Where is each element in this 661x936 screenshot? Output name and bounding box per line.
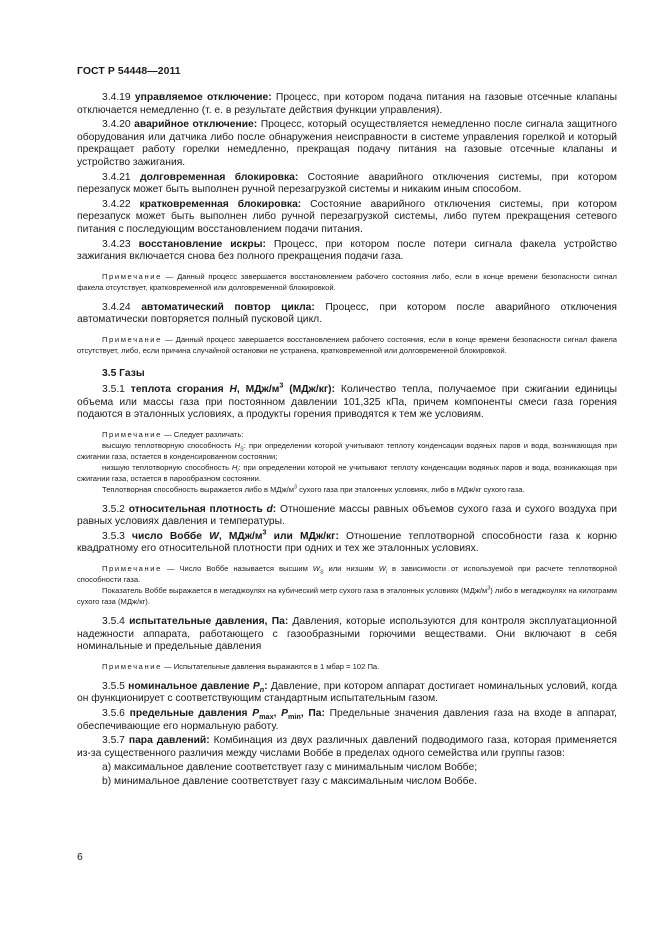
clause-term: пара давлений: (128, 735, 210, 747)
clause-term: восстановление искры: (138, 238, 266, 250)
clause-3-5-4 (77, 616, 617, 654)
note-label: Примечание (102, 429, 162, 439)
note-label: Примечание (102, 334, 162, 344)
clause-text: Комбинация из двух различных давлений подводимого газа, которая применяется из-за существенного различия между числами Воббе в пределах одного семейства или группы газов: (77, 735, 617, 759)
clause-number: 3.4.24 (102, 301, 131, 313)
clause-number: 3.5.1 (102, 383, 125, 395)
clause-3-4-23 (77, 239, 617, 264)
note-text: Данный процесс завершается восстановлением рабочего состояния либо, если в конце времени безопасности сигнал факела отсутствует, кратковременной или долговременной блокировкой. (77, 271, 617, 292)
clause-term: управляемое отключение: (134, 92, 272, 103)
clause-number: 3.5.2 (102, 503, 125, 515)
clause-term: аварийное отключение: (134, 119, 258, 131)
clause-number: 3.4.20 (102, 119, 131, 131)
clause-term: автоматический повтор цикла: (141, 301, 315, 313)
clause-number: 3.4.21 (102, 171, 131, 183)
clause-term: номинальное давление $P_n$: (128, 680, 268, 694)
document-body (77, 92, 617, 790)
clause-number: 3.5.5 (102, 680, 125, 692)
clause-text: Процесс, при котором после аварийного отключения автоматически повторяется полный пусковой цикл. (77, 301, 617, 326)
list-item: b) минимальное давление соответствует газу с максимальным числом Воббе. (102, 776, 478, 787)
clause-text: Количество тепла, получаемое при сжигании единицы объема или массы газа при постоянном давлении 101,325 кПа, причем компоненты смеси газа горения подаются в эталонных условиях, а продукты горения приводятся к тем же условиям. (77, 383, 617, 421)
clause-3-4-20 (77, 119, 617, 169)
note-text: Испытательные давления выражаются в 1 мбар = 102 Па. (173, 661, 380, 671)
clause-term: испытательные давления, Па: (129, 616, 289, 628)
note-lower-value: низшую теплотворную способность $H_i$: при определении которой не учитывают теплоту конденсации водяных паров и вода, возникающая при сжигании газа, остается в парообразном состоянии. (77, 462, 617, 483)
clause-3-5-2 (77, 504, 617, 529)
note-3-5-3: Примечание — Число Воббе называется высшим $W_S$ или низшим $W_i$ в зависимости от используемой при расчете теплотворной способности газа. Показатель Воббе выражается в мегаджоулях на кубический метр сухого газа в эталонных условиях $(МДж/м^3)$ либо в мегаджоулях на килограмм сухого газа (МДж/кг). (77, 564, 618, 607)
clause-term: предельные давления $P_{max}$, $P_{min}$, Па: (129, 708, 325, 722)
note-label: Примечание (102, 271, 162, 281)
note-wobbe-units: Показатель Воббе выражается в мегаджоулях на кубический метр сухого газа в эталонных условиях $(МДж/м^3)$ либо в мегаджоулях на килограмм сухого газа (МДж/кг). (77, 585, 618, 607)
clause-text: Давление, при котором аппарат достигает номинальных условий, когда он функционирует с соответствующим стандартным испытательным газом. (77, 680, 617, 705)
clause-text: Процесс, при котором после потери сигнала факела устройство зажигания включается снова без полного прекращения подачи газа. (77, 238, 617, 263)
clause-number: 3.4.22 (102, 198, 131, 210)
note-label: Примечание (102, 564, 162, 574)
clause-number: 3.4.19 (102, 92, 131, 103)
page-number: 6 (77, 852, 83, 863)
clause-3-4-21 (77, 172, 617, 197)
clause-text: Процесс, который осуществляется немедленно после сигнала защитного оборудования или датчика либо после обнаружения неисправности в системе управления горелкой и который прекращает работу горелки немедленно, прекращая подачу питания на газовые отсечные клапаны и устройство зажигания. (77, 119, 617, 168)
page-header: ГОСТ Р 54448—2011 (77, 66, 181, 77)
clause-term: теплота сгорания Н, МДж/$м^3$ (МДж/кг): (130, 380, 335, 395)
note-text: Данный процесс завершается восстановлением рабочего состояния, если в конце времени безопасности сигнал факела отсутствует, либо, если причина случайной остановки не устранена, кратковременной или долговременной блокировкой. (77, 334, 617, 355)
clause-text: Состояние аварийного отключения системы, при котором перезапуск может быть выполнен ручной перезагрузкой системы и никаким иным способом. (77, 171, 617, 196)
clause-3-5-6 (77, 708, 617, 733)
clause-term: долговременная блокировка: (140, 171, 299, 183)
note-3-4-23: Примечание — Данный процесс завершается восстановлением рабочего состояния либо, если в конце времени безопасности сигнал факела отсутствует, кратковременной или долговременной блокировкой. (77, 271, 617, 292)
note-higher-value: высшую теплотворную способность $H_S$: при определении которой учитывают теплоту конденсации водяных паров и вода, возникающая при сжигании газа, остается в конденсированном состоянии; (77, 440, 617, 461)
clause-number: 3.5.4 (102, 616, 125, 628)
clause-3-5-7 (77, 735, 617, 760)
clause-3-4-22 (77, 199, 617, 237)
clause-3-5-3 (77, 527, 617, 556)
note-3-5-4: Примечание — Испытательные давления выражаются в 1 мбар = 102 Па. (102, 661, 380, 671)
clause-text: Давления, которые используются для контроля эксплуатационной надежности аппарата, работающего с газообразными горючими веществами. Они включают в себя номинальные и предельные давления (77, 616, 617, 653)
clause-text: Состояние аварийного отключения системы, при котором перезапуск может быть выполнен либо ручной перезагрузкой системы, либо путем прекращения сетевого питания с последующим восстановлением подачи питания. (77, 198, 617, 235)
clause-3-4-24 (77, 302, 617, 327)
clause-text: Процесс, при котором подача питания на газовые отсечные клапаны отключается немедленно (т. е. в результате действия функции управления). (77, 92, 617, 116)
clause-3-5-1 (77, 380, 617, 422)
clause-text: Отношение массы равных объемов сухого газа и сухого воздуха при равных условиях давления и температуры. (77, 503, 617, 528)
note-units: Теплотворная способность выражается либо в МДж/$м^3$ сухого газа при эталонных условиях, либо в МДж/кг сухого газа. (102, 484, 525, 494)
clause-term: кратковременная блокировка: (139, 198, 302, 210)
clause-text: Предельные значения давления газа на входе в аппарат, обеспечивающие его нормальную работу. (77, 708, 617, 732)
note-label: Примечание (102, 661, 162, 671)
clause-number: 3.4.23 (102, 238, 131, 250)
list-item: a) максимальное давление соответствует газу с минимальным числом Воббе; (102, 762, 478, 774)
clause-term: относительная плотность d: (128, 503, 277, 515)
clause-number: 3.5.7 (102, 735, 125, 747)
clause-3-4-19 (77, 92, 617, 117)
note-3-4-24: Примечание — Данный процесс завершается восстановлением рабочего состояния, если в конце времени безопасности сигнал факела отсутствует, либо, если причина случайной остановки не устранена, кратковременной или долговременной блокировкой. (77, 334, 617, 355)
clause-number: 3.5.3 (102, 530, 125, 542)
section-heading-3-5: 3.5 Газы (102, 367, 145, 379)
clause-number: 3.5.6 (102, 708, 125, 720)
note-text: Следует различать: (173, 429, 244, 439)
clause-text: Отношение теплотворной способности газа к корню квадратному его относительной плотности при одних и тех же эталонных условиях. (77, 530, 617, 555)
clause-3-5-5 (77, 681, 617, 706)
note-3-5-1: Примечание — Следует различать: высшую теплотворную способность $H_S$: при определении которой учитывают теплоту конденсации водяных паров и вода, возникающая при сжигании газа, остается в конденсированном состоянии; низшую теплотворную способность $H_i$: при определении которой не учитывают теплоту конденсации водяных паров и вода, возникающая при сжигании газа, остается в парообразном состоянии. Теплотворная способность выражается либо в МДж/$м^3$ сухого газа при эталонных условиях, либо в МДж/кг сухого газа. (77, 429, 617, 494)
clause-term: число Воббе W, МДж/$м^3$ или МДж/кг: (132, 527, 339, 542)
